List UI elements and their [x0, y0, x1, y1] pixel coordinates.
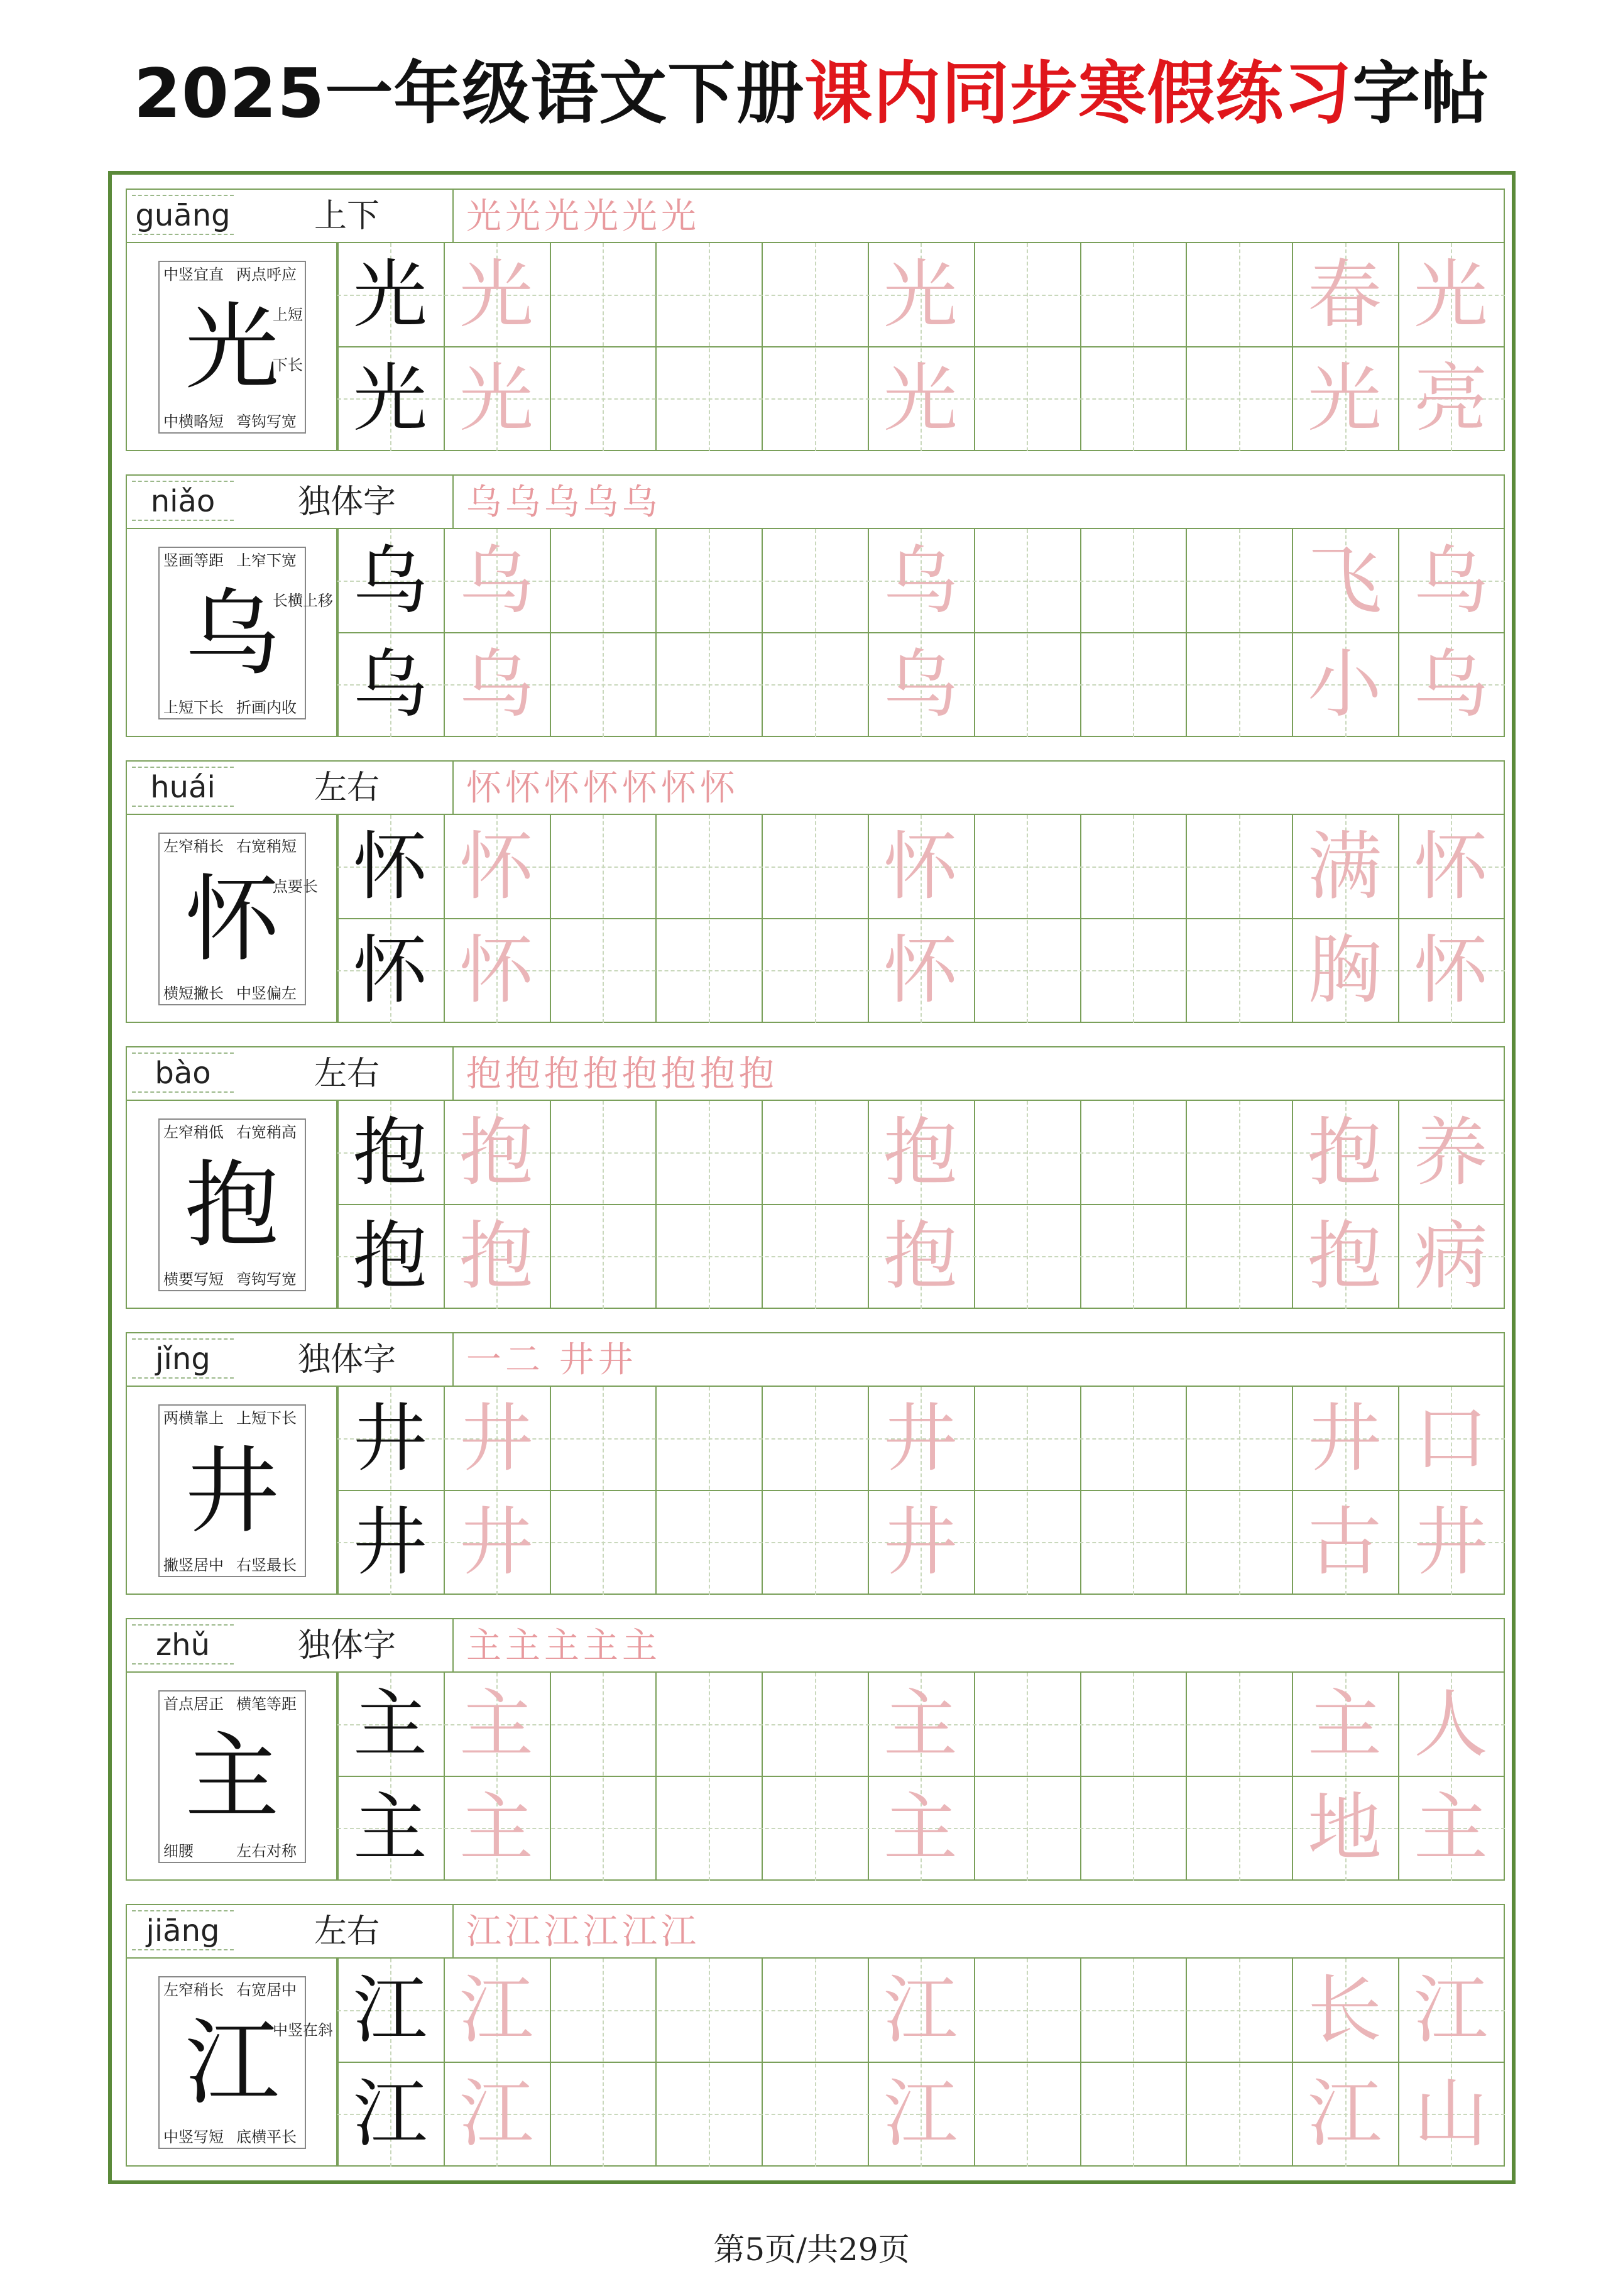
word-character: 抱	[1307, 1213, 1382, 1299]
column-divider	[550, 1673, 551, 1881]
pinyin: niǎo	[150, 484, 216, 519]
model-character: 乌	[352, 537, 427, 624]
column-divider	[762, 815, 763, 1023]
guide-dash-vertical	[709, 1101, 710, 1309]
word-character: 乌	[1413, 641, 1488, 728]
model-character: 主	[352, 1681, 427, 1768]
guide-dash-vertical	[709, 529, 710, 737]
word-character: 江	[1307, 2070, 1382, 2157]
column-divider	[1080, 815, 1081, 1023]
guide-dash-vertical	[603, 1101, 604, 1309]
guide-dash-vertical	[1027, 1959, 1028, 2167]
guide-dash-vertical	[1239, 529, 1240, 737]
guide-dash-vertical	[1027, 1101, 1028, 1309]
guide-tip: 右竖最长	[236, 1556, 297, 1574]
word-character: 主	[1413, 1785, 1488, 1871]
column-divider	[655, 815, 657, 1023]
trace-character: 井	[883, 1395, 958, 1482]
pinyin: bào	[155, 1056, 211, 1091]
guide-dash-vertical	[1027, 815, 1028, 1023]
character-guide	[127, 815, 337, 1023]
character-guide	[127, 243, 337, 451]
guide-card	[158, 261, 306, 434]
practice-block	[126, 1046, 1505, 1309]
column-divider	[974, 243, 975, 451]
guide-dash-vertical	[815, 1673, 816, 1881]
word-character: 飞	[1307, 537, 1382, 624]
header-divider	[452, 1333, 454, 1387]
word-character: 主	[1307, 1681, 1382, 1768]
guide-card	[158, 1404, 306, 1577]
header-divider	[452, 762, 454, 815]
trace-character: 抱	[459, 1213, 533, 1299]
character-guide	[127, 1101, 337, 1309]
practice-block	[126, 189, 1505, 451]
column-divider	[1186, 529, 1187, 737]
guide-tip: 右宽稍短	[236, 838, 297, 855]
structure-label: 独体字	[297, 1341, 396, 1379]
guide-tip: 弯钩写宽	[236, 1271, 297, 1288]
block-header	[127, 1333, 1504, 1387]
trace-character: 光	[459, 251, 533, 338]
trace-character: 怀	[883, 927, 958, 1014]
structure-label: 左右	[314, 1913, 380, 1950]
stroke-order: 抱抱抱抱抱抱抱抱	[466, 1054, 778, 1095]
word-character: 江	[1413, 1967, 1488, 2053]
word-character: 亮	[1413, 355, 1488, 442]
word-character: 光	[1413, 251, 1488, 338]
guide-dash-vertical	[1027, 1673, 1028, 1881]
trace-character: 主	[459, 1681, 533, 1768]
title-part3: 字帖	[1352, 55, 1490, 133]
guide-dash-vertical	[815, 1959, 816, 2167]
column-divider	[1080, 1673, 1081, 1881]
guide-tip: 右宽稍高	[236, 1123, 297, 1141]
writing-grid	[337, 243, 1505, 451]
trace-character: 怀	[459, 823, 533, 910]
stroke-order: 光光光光光光	[466, 196, 700, 237]
word-character: 春	[1307, 251, 1382, 338]
column-divider	[655, 529, 657, 737]
structure-label: 左右	[314, 1055, 380, 1093]
guide-dash-vertical	[1239, 1959, 1240, 2167]
guide-dash-vertical	[815, 243, 816, 451]
column-divider	[974, 1959, 975, 2167]
guide-tip: 横短撇长	[163, 985, 224, 1002]
guide-tip: 中竖宜直	[163, 266, 224, 283]
block-header	[127, 1047, 1504, 1101]
guide-tip: 中横略短	[163, 413, 224, 430]
column-divider	[1080, 1101, 1081, 1309]
title-part2: 课内同步寒假练习	[804, 55, 1353, 133]
guide-tip: 折画内收	[236, 699, 297, 716]
word-character: 乌	[1413, 537, 1488, 624]
guide-dash-vertical	[1133, 1387, 1134, 1595]
page-number: 第5页/共29页	[713, 2231, 910, 2268]
trace-character: 抱	[883, 1213, 958, 1299]
character-guide	[127, 1387, 337, 1595]
pinyin: jiāng	[146, 1913, 220, 1949]
guide-tip: 上窄下宽	[236, 552, 297, 569]
model-character: 江	[352, 2070, 427, 2157]
pinyin: jǐng	[155, 1342, 210, 1377]
guide-dash-vertical	[1133, 243, 1134, 451]
guide-dash-vertical	[1239, 815, 1240, 1023]
trace-character: 光	[459, 355, 533, 442]
word-character: 抱	[1307, 1109, 1382, 1196]
guide-tip: 中竖写短	[163, 2128, 224, 2146]
header-divider	[452, 476, 454, 529]
model-character: 乌	[352, 641, 427, 728]
word-character: 光	[1307, 355, 1382, 442]
stroke-order: 主主主主主	[466, 1626, 661, 1666]
guide-dash-vertical	[1239, 1673, 1240, 1881]
guide-dash-vertical	[603, 1959, 604, 2167]
guide-tip: 两点呼应	[236, 266, 297, 283]
word-character: 地	[1307, 1785, 1382, 1871]
guide-dash-vertical	[1027, 243, 1028, 451]
page-title	[0, 47, 1623, 141]
word-character: 山	[1413, 2070, 1488, 2157]
column-divider	[550, 815, 551, 1023]
word-character: 胸	[1307, 927, 1382, 1014]
guide-dash-vertical	[603, 243, 604, 451]
word-character: 满	[1307, 823, 1382, 910]
guide-tip: 弯钩写宽	[236, 413, 297, 430]
block-header	[127, 762, 1504, 815]
trace-character: 井	[459, 1395, 533, 1482]
writing-grid	[337, 1387, 1505, 1595]
guide-dash-vertical	[709, 815, 710, 1023]
model-character: 主	[352, 1785, 427, 1871]
guide-dash-vertical	[603, 529, 604, 737]
guide-tip: 左右对称	[236, 1842, 297, 1860]
model-character: 井	[352, 1499, 427, 1585]
trace-character: 乌	[883, 537, 958, 624]
trace-character: 井	[459, 1499, 533, 1585]
column-divider	[655, 1959, 657, 2167]
word-character: 古	[1307, 1499, 1382, 1585]
trace-character: 主	[883, 1785, 958, 1871]
word-character: 小	[1307, 641, 1382, 728]
model-character: 江	[352, 1967, 427, 2053]
guide-character: 光	[185, 293, 280, 403]
model-character: 抱	[352, 1109, 427, 1196]
writing-grid	[337, 1673, 1505, 1881]
word-character: 养	[1413, 1109, 1488, 1196]
guide-tip: 中竖在斜	[273, 2021, 333, 2039]
writing-grid	[337, 529, 1505, 737]
guide-tip: 左窄稍长	[163, 1981, 224, 1999]
trace-character: 乌	[459, 641, 533, 728]
practice-block	[126, 760, 1505, 1023]
guide-dash-vertical	[709, 1673, 710, 1881]
guide-tip: 点要长	[273, 878, 318, 895]
structure-label: 左右	[314, 769, 380, 807]
column-divider	[974, 1673, 975, 1881]
guide-dash-vertical	[1133, 1673, 1134, 1881]
guide-dash-vertical	[709, 1387, 710, 1595]
column-divider	[1080, 243, 1081, 451]
block-header	[127, 1905, 1504, 1959]
guide-dash-vertical	[815, 1101, 816, 1309]
guide-dash-vertical	[1133, 1101, 1134, 1309]
guide-tip: 底横平长	[236, 2128, 297, 2146]
pinyin: guāng	[135, 198, 231, 233]
writing-grid	[337, 1959, 1505, 2167]
trace-character: 乌	[883, 641, 958, 728]
column-divider	[1186, 1387, 1187, 1595]
guide-card	[158, 833, 318, 1005]
column-divider	[550, 529, 551, 737]
trace-character: 怀	[883, 823, 958, 910]
model-character: 井	[352, 1395, 427, 1482]
column-divider	[1080, 529, 1081, 737]
block-header	[127, 190, 1504, 243]
column-divider	[1186, 1101, 1187, 1309]
guide-card	[158, 1118, 306, 1291]
column-divider	[762, 529, 763, 737]
column-divider	[655, 1387, 657, 1595]
structure-label: 上下	[314, 197, 380, 235]
structure-label: 独体字	[297, 1627, 396, 1665]
column-divider	[550, 1959, 551, 2167]
column-divider	[1080, 1959, 1081, 2167]
guide-dash-vertical	[815, 1387, 816, 1595]
column-divider	[1186, 1959, 1187, 2167]
word-character: 病	[1413, 1213, 1488, 1299]
guide-card	[158, 547, 333, 719]
column-divider	[655, 1101, 657, 1309]
word-character: 怀	[1413, 927, 1488, 1014]
column-divider	[550, 1101, 551, 1309]
header-divider	[452, 1905, 454, 1959]
guide-tip: 横要写短	[163, 1271, 224, 1288]
guide-tip: 左窄稍长	[163, 838, 224, 855]
word-character: 井	[1413, 1499, 1488, 1585]
guide-tip: 上短下长	[163, 699, 224, 716]
guide-dash-vertical	[709, 243, 710, 451]
writing-grid	[337, 815, 1505, 1023]
word-character: 口	[1413, 1395, 1488, 1482]
guide-dash-vertical	[1133, 815, 1134, 1023]
column-divider	[974, 815, 975, 1023]
model-character: 怀	[352, 927, 427, 1014]
model-character: 光	[352, 251, 427, 338]
column-divider	[550, 243, 551, 451]
guide-tip: 上短下长	[236, 1409, 297, 1427]
pinyin: huái	[150, 770, 216, 805]
character-guide	[127, 529, 337, 737]
guide-dash-vertical	[1239, 1101, 1240, 1309]
practice-block	[126, 1332, 1505, 1595]
guide-tip: 首点居正	[163, 1695, 224, 1713]
block-header	[127, 476, 1504, 529]
guide-character: 江	[185, 2009, 280, 2118]
column-divider	[974, 1387, 975, 1595]
guide-dash-vertical	[1133, 1959, 1134, 2167]
word-character: 长	[1307, 1967, 1382, 2053]
guide-tip: 细腰	[163, 1842, 194, 1860]
guide-dash-vertical	[1027, 529, 1028, 737]
column-divider	[762, 1673, 763, 1881]
header-divider	[452, 1047, 454, 1101]
guide-tip: 长横上移	[273, 592, 333, 610]
stroke-order: 怀怀怀怀怀怀怀	[466, 768, 739, 809]
trace-character: 江	[883, 1967, 958, 2053]
trace-character: 乌	[459, 537, 533, 624]
trace-character: 怀	[459, 927, 533, 1014]
stroke-order: 乌乌乌乌乌	[466, 482, 661, 523]
guide-tip: 上短	[273, 306, 303, 324]
guide-dash-vertical	[815, 529, 816, 737]
guide-character: 抱	[185, 1151, 280, 1260]
guide-dash-vertical	[603, 815, 604, 1023]
guide-tip: 下长	[273, 356, 303, 374]
word-character: 井	[1307, 1395, 1382, 1482]
column-divider	[974, 529, 975, 737]
guide-character: 怀	[185, 865, 280, 975]
trace-character: 光	[883, 355, 958, 442]
column-divider	[762, 1387, 763, 1595]
stroke-order: 一二 井井	[466, 1340, 637, 1380]
block-header	[127, 1619, 1504, 1673]
column-divider	[655, 1673, 657, 1881]
guide-dash-vertical	[709, 1959, 710, 2167]
practice-block	[126, 474, 1505, 737]
column-divider	[762, 1101, 763, 1309]
guide-dash-vertical	[603, 1673, 604, 1881]
header-divider	[452, 190, 454, 243]
stroke-order: 江江江江江江	[466, 1911, 700, 1952]
trace-character: 江	[883, 2070, 958, 2157]
model-character: 怀	[352, 823, 427, 910]
model-character: 抱	[352, 1213, 427, 1299]
column-divider	[655, 243, 657, 451]
guide-dash-vertical	[1133, 529, 1134, 737]
column-divider	[762, 243, 763, 451]
column-divider	[1186, 243, 1187, 451]
writing-grid	[337, 1101, 1505, 1309]
practice-block	[126, 1618, 1505, 1881]
trace-character: 光	[883, 251, 958, 338]
guide-tip: 左窄稍低	[163, 1123, 224, 1141]
guide-character: 井	[185, 1437, 280, 1546]
guide-tip: 中竖偏左	[236, 985, 297, 1002]
character-guide	[127, 1959, 337, 2167]
guide-tip: 撇竖居中	[163, 1556, 224, 1574]
column-divider	[762, 1959, 763, 2167]
column-divider	[1080, 1387, 1081, 1595]
column-divider	[550, 1387, 551, 1595]
column-divider	[974, 1101, 975, 1309]
guide-dash-vertical	[1239, 243, 1240, 451]
trace-character: 主	[883, 1681, 958, 1768]
guide-tip: 右宽居中	[236, 1981, 297, 1999]
guide-character: 主	[185, 1723, 280, 1832]
trace-character: 主	[459, 1785, 533, 1871]
guide-dash-vertical	[815, 815, 816, 1023]
column-divider	[1186, 815, 1187, 1023]
guide-tip: 竖画等距	[163, 552, 224, 569]
title-part1: 2025一年级语文下册	[133, 55, 805, 133]
header-divider	[452, 1619, 454, 1673]
guide-dash-vertical	[1027, 1387, 1028, 1595]
structure-label: 独体字	[297, 483, 396, 521]
trace-character: 江	[459, 2070, 533, 2157]
trace-character: 江	[459, 1967, 533, 2053]
column-divider	[1186, 1673, 1187, 1881]
guide-card	[158, 1976, 333, 2149]
word-character: 人	[1413, 1681, 1488, 1768]
practice-block	[126, 1904, 1505, 2167]
guide-tip: 两横靠上	[163, 1409, 224, 1427]
guide-card	[158, 1690, 306, 1863]
model-character: 光	[352, 355, 427, 442]
guide-tip: 横笔等距	[236, 1695, 297, 1713]
trace-character: 井	[883, 1499, 958, 1585]
guide-dash-vertical	[603, 1387, 604, 1595]
pinyin: zhǔ	[155, 1627, 210, 1663]
guide-character: 乌	[185, 579, 280, 689]
guide-dash-vertical	[1239, 1387, 1240, 1595]
word-character: 怀	[1413, 823, 1488, 910]
trace-character: 抱	[883, 1109, 958, 1196]
character-guide	[127, 1673, 337, 1881]
trace-character: 抱	[459, 1109, 533, 1196]
